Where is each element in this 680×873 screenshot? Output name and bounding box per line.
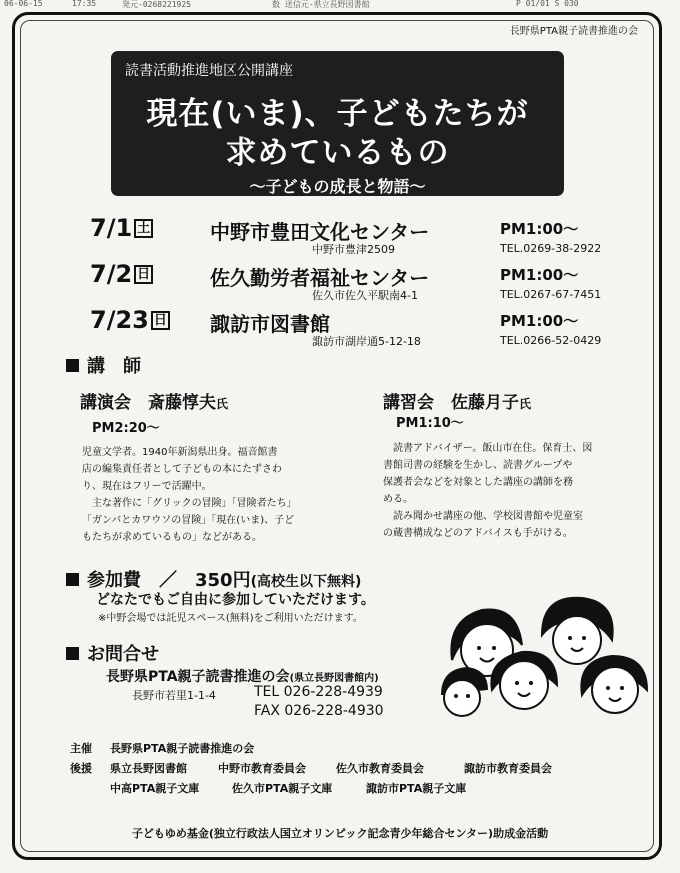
supporter: 諏訪市教育委員会 (464, 762, 552, 775)
session-address: 佐久市佐久平駅南4-1 (312, 289, 418, 302)
fax-sender: 発元-0268221925 (122, 0, 191, 9)
session-date: 7/1 土 (90, 214, 153, 242)
contact-org-note: (県立長野図書館内) (289, 673, 379, 684)
session-row (0, 260, 680, 310)
title-line-1: 現在(いま)、子どもたちが (146, 96, 529, 132)
square-bullet-icon (66, 573, 79, 586)
supporter: 佐久市教育委員会 (336, 762, 424, 775)
left-lecture-title: 講演会 斎藤惇夫氏 (80, 393, 229, 413)
supporter: 県立長野図書館 (110, 762, 187, 775)
footer-note: 子どもゆめ基金(独立行政法人国立オリンピック記念青少年総合センター)助成金活動 (131, 827, 549, 840)
session-venue: 中野市豊田文化センター (210, 220, 430, 244)
fax-time: 17:35 (72, 0, 97, 8)
fee-heading: 参加費 ／ 350円(高校生以下無料) (66, 566, 361, 592)
left-lecture-time: PM2:20〜 (92, 421, 160, 436)
supporter: 佐久市PTA親子文庫 (232, 782, 333, 795)
left-lecturer-bio: 児童文学者。1940年新潟県出身。福音館書 店の編集責任者として子どもの本にたずさわ り、現在はフリーで活躍中。 主な著作に「グリックの冒険」「冒険者たち」 「ガンバとカワウソの冒険」「現在(いま)、子ど もたちが求めているもの」などがある。 (82, 447, 297, 543)
session-row (0, 306, 680, 356)
title-kicker: 読書活動推進地区公開講座 (125, 63, 293, 79)
title-line-2: 求めているもの (225, 135, 450, 171)
title-subtitle: 〜子どもの成長と物語〜 (249, 177, 426, 196)
supporter: 中野市教育委員会 (218, 762, 306, 775)
session-address: 諏訪市湖岸通5-12-18 (312, 335, 421, 348)
fax-date: 06-06-15 (4, 0, 43, 8)
children-illustration (432, 590, 662, 720)
session-venue: 諏訪市図書館 (210, 312, 330, 336)
support-label: 後援 (70, 762, 92, 775)
contact-address: 長野市若里1-1-4 (132, 689, 216, 702)
session-row (0, 214, 680, 264)
session-tel: TEL.0269-38-2922 (500, 242, 602, 255)
org-name-top: 長野県PTA親子読書推進の会 (509, 26, 638, 37)
fee-line: どなたでもご自由に参加していただけます。 (96, 592, 375, 608)
session-time: PM1:00〜 (500, 266, 579, 284)
session-date: 7/2 日 (90, 260, 153, 288)
host-label: 主催 (70, 742, 92, 755)
host-name: 長野県PTA親子読書推進の会 (110, 742, 255, 755)
contact-org: 長野県PTA親子読書推進の会(県立長野図書館内) (106, 669, 379, 685)
title-banner (111, 51, 564, 196)
session-dow: 日 (134, 265, 153, 284)
square-bullet-icon (66, 647, 79, 660)
session-dow: 日 (151, 311, 170, 330)
right-lecturer-bio: 読書アドバイザー。飯山市在住。保育士、図 書館司書の経験を生かし、読書グループや 保護者会などを対象とした講座の講師を務 める。 読み聞かせ講座の他、学校図書館や児童室 の蔵書構成などのアドバイスも手がける。 (383, 443, 593, 539)
fee-note-paren: (高校生以下無料) (250, 574, 362, 590)
contact-heading: お問合せ (66, 640, 159, 666)
contact-fax: FAX 026-228-4930 (254, 703, 384, 719)
session-time: PM1:00〜 (500, 220, 579, 238)
square-bullet-icon (66, 359, 79, 372)
session-time: PM1:00〜 (500, 312, 579, 330)
fax-header (0, 0, 680, 10)
right-lecture-title: 講習会 佐藤月子氏 (383, 393, 532, 413)
session-address: 中野市豊津2509 (312, 243, 395, 256)
session-tel: TEL.0266-52-0429 (500, 334, 602, 347)
supporter: 諏訪市PTA親子文庫 (366, 782, 467, 795)
supporter: 中高PTA親子文庫 (110, 782, 200, 795)
lecturers-heading: 講 師 (66, 352, 141, 378)
session-dow: 土 (134, 219, 153, 238)
fax-dest: 数 送信元-県立長野図書館 (272, 0, 370, 9)
contact-tel: TEL 026-228-4939 (254, 684, 383, 700)
session-venue: 佐久勤労者福祉センター (210, 266, 430, 290)
fax-page: P 01/01 S 030 (516, 0, 579, 8)
session-date: 7/23 日 (90, 306, 170, 334)
right-lecture-time: PM1:10〜 (396, 416, 464, 431)
session-tel: TEL.0267-67-7451 (500, 288, 602, 301)
fee-note: ※中野会場では託児スペース(無料)をご利用いただけます。 (98, 613, 363, 624)
